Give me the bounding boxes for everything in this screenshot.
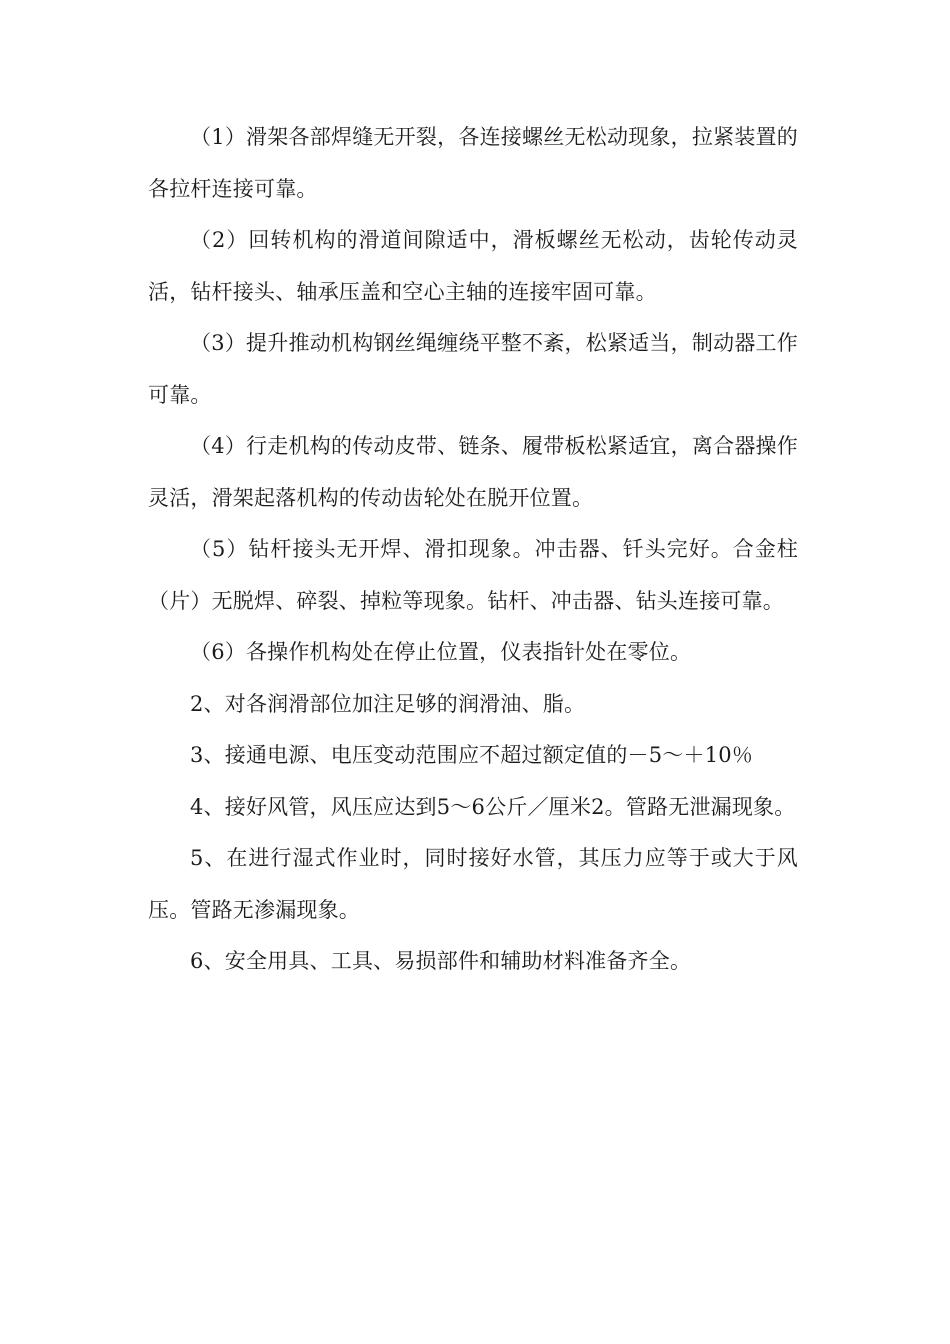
document-page [148, 112, 798, 988]
paragraph-item-3: （3）提升推动机构钢丝绳缠绕平整不紊，松紧适当，制动器工作可靠。 [148, 331, 798, 407]
paragraph-water-pipe: 5、在进行湿式作业时，同时接好水管，其压力应等于或大于风压。管路无渗漏现象。 [148, 846, 798, 922]
paragraph-item-6: （6）各操作机构处在停止位置，仪表指针处在零位。 [190, 640, 692, 664]
paragraph-item-2: （2）回转机构的滑道间隙适中，滑板螺丝无松动，齿轮传动灵活，钻杆接头、轴承压盖和空心主轴的连接牢固可靠。 [148, 228, 798, 304]
paragraph-power-supply: 3、接通电源、电压变动范围应不超过额定值的－5～＋10％ [190, 743, 754, 767]
paragraph-item-5: （5）钻杆接头无开焊、滑扣现象。冲击器、钎头完好。合金柱（片）无脱焊、碎裂、掉粒等现象。钻杆、冲击器、钻头连接可靠。 [148, 537, 798, 613]
paragraph-item-1: （1）滑架各部焊缝无开裂，各连接螺丝无松动现象，拉紧装置的各拉杆连接可靠。 [148, 125, 798, 201]
paragraph-item-4: （4）行走机构的传动皮带、链条、履带板松紧适宜，离合器操作灵活，滑架起落机构的传动齿轮处在脱开位置。 [148, 434, 798, 510]
paragraph-air-pipe: 4、接好风管，风压应达到5～6公斤／厘米2。管路无泄漏现象。 [190, 794, 796, 819]
paragraph-lubrication: 2、对各润滑部位加注足够的润滑油、脂。 [190, 691, 586, 716]
paragraph-safety-tools: 6、安全用具、工具、易损部件和辅助材料准备齐全。 [190, 949, 692, 973]
